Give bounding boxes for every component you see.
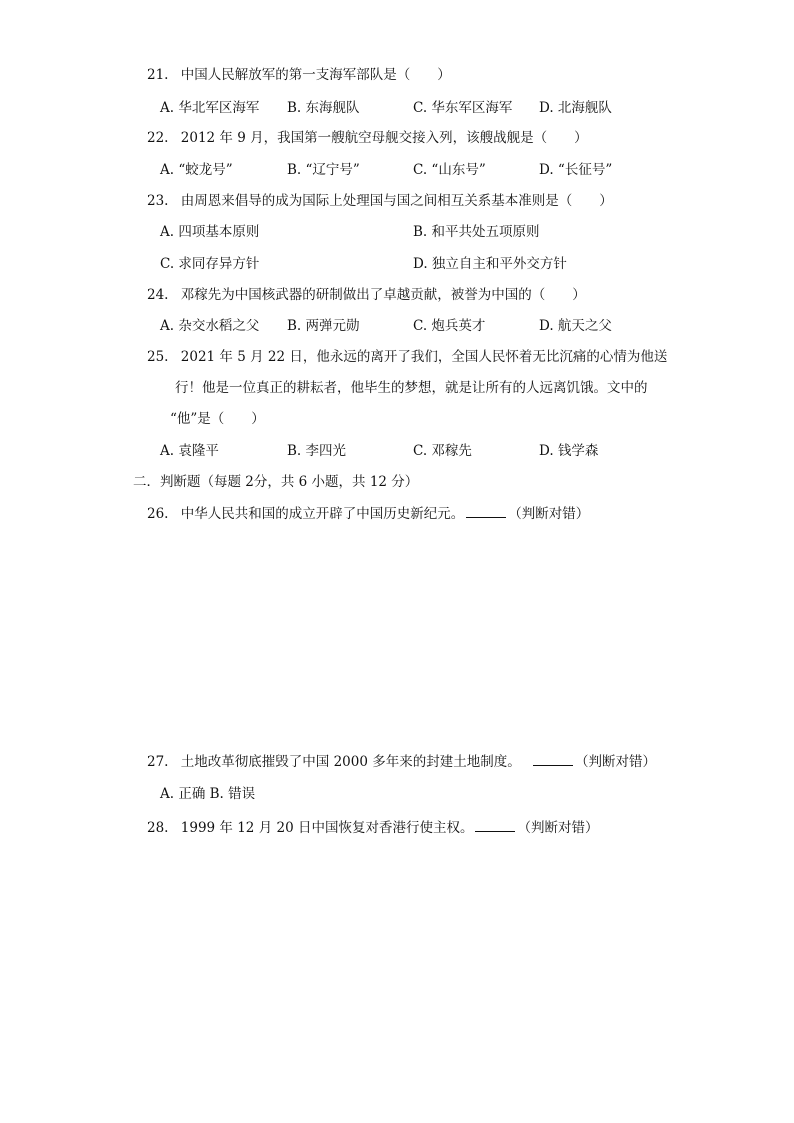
question-number: 25. xyxy=(147,349,169,365)
option-c: C. 邓稼先 xyxy=(413,443,472,459)
question-suffix: （判断对错） xyxy=(517,820,599,836)
question-text: 中国人民解放军的第一支海军部队是（ ） xyxy=(180,67,451,83)
option-d: D. 航天之父 xyxy=(539,318,612,334)
question-26 xyxy=(147,505,589,523)
question-25 xyxy=(147,348,667,366)
question-text: 由周恩来倡导的成为国际上处理国与国之间相互关系基本准则是（ ） xyxy=(180,193,613,209)
option-a: A. 袁隆平 xyxy=(160,443,219,459)
question-suffix: （判断对错） xyxy=(575,754,657,770)
option-c: C. 炮兵英才 xyxy=(413,318,486,334)
option-d: D. 北海舰队 xyxy=(539,100,612,116)
option-d: D. “长征号” xyxy=(539,162,613,178)
option-c: C. “山东号” xyxy=(413,162,486,178)
option-a: A. 四项基本原则 xyxy=(160,224,260,240)
question-27-options: A. 正确 B. 错误 xyxy=(160,786,256,802)
option-a: A. 杂交水稻之父 xyxy=(160,318,260,334)
option-d: D. 钱学森 xyxy=(539,443,599,459)
question-suffix: （判断对错） xyxy=(508,506,590,522)
question-text: 土地改革彻底摧毁了中国 2000 多年来的封建土地制度。 xyxy=(180,754,521,770)
answer-blank[interactable] xyxy=(533,753,573,766)
question-number: 23. xyxy=(147,193,169,209)
question-number: 24. xyxy=(147,287,169,303)
question-text: 中华人民共和国的成立开辟了中国历史新纪元。 xyxy=(180,506,465,522)
section-heading: 二．判断题（每题 2分，共 6 小题，共 12 分） xyxy=(133,474,419,490)
question-22 xyxy=(147,129,588,147)
question-number: 26. xyxy=(147,506,169,522)
question-24 xyxy=(147,286,586,304)
option-b: B. 和平共处五项原则 xyxy=(413,224,540,240)
option-d: D. 独立自主和平外交方针 xyxy=(413,256,567,272)
question-27 xyxy=(147,753,656,771)
question-text-continued: “他”是（ ） xyxy=(170,411,265,427)
option-c: C. 求同存异方针 xyxy=(160,256,260,272)
question-text: 2012 年 9 月，我国第一艘航空母舰交接入列，该艘战舰是（ ） xyxy=(180,130,588,146)
option-b: B. “辽宁号” xyxy=(287,162,360,178)
question-28 xyxy=(147,819,598,837)
question-number: 28. xyxy=(147,820,169,836)
option-a: A. 华北军区海军 xyxy=(160,100,260,116)
answer-blank[interactable] xyxy=(475,819,515,832)
question-text: 2021 年 5 月 22 日，他永远的离开了我们，全国人民怀着无比沉痛的心情为他送 xyxy=(180,349,668,365)
question-text: 邓稼先为中国核武器的研制做出了卓越贡献，被誉为中国的（ ） xyxy=(180,287,586,303)
question-21 xyxy=(147,66,451,84)
question-number: 27. xyxy=(147,754,169,770)
question-number: 21. xyxy=(147,67,169,83)
question-text: 1999 年 12 月 20 日中国恢复对香港行使主权。 xyxy=(180,820,474,836)
option-b: B. 东海舰队 xyxy=(287,100,360,116)
answer-blank[interactable] xyxy=(466,505,506,518)
option-c: C. 华东军区海军 xyxy=(413,100,513,116)
question-number: 22. xyxy=(147,130,169,146)
question-23 xyxy=(147,192,613,210)
question-text-continued: 行！他是一位真正的耕耘者，他毕生的梦想，就是让所有的人远离饥饿。文中的 xyxy=(175,380,648,396)
option-b: B. 两弹元勋 xyxy=(287,318,360,334)
option-a: A. “蛟龙号” xyxy=(160,162,233,178)
option-b: B. 李四光 xyxy=(287,443,347,459)
